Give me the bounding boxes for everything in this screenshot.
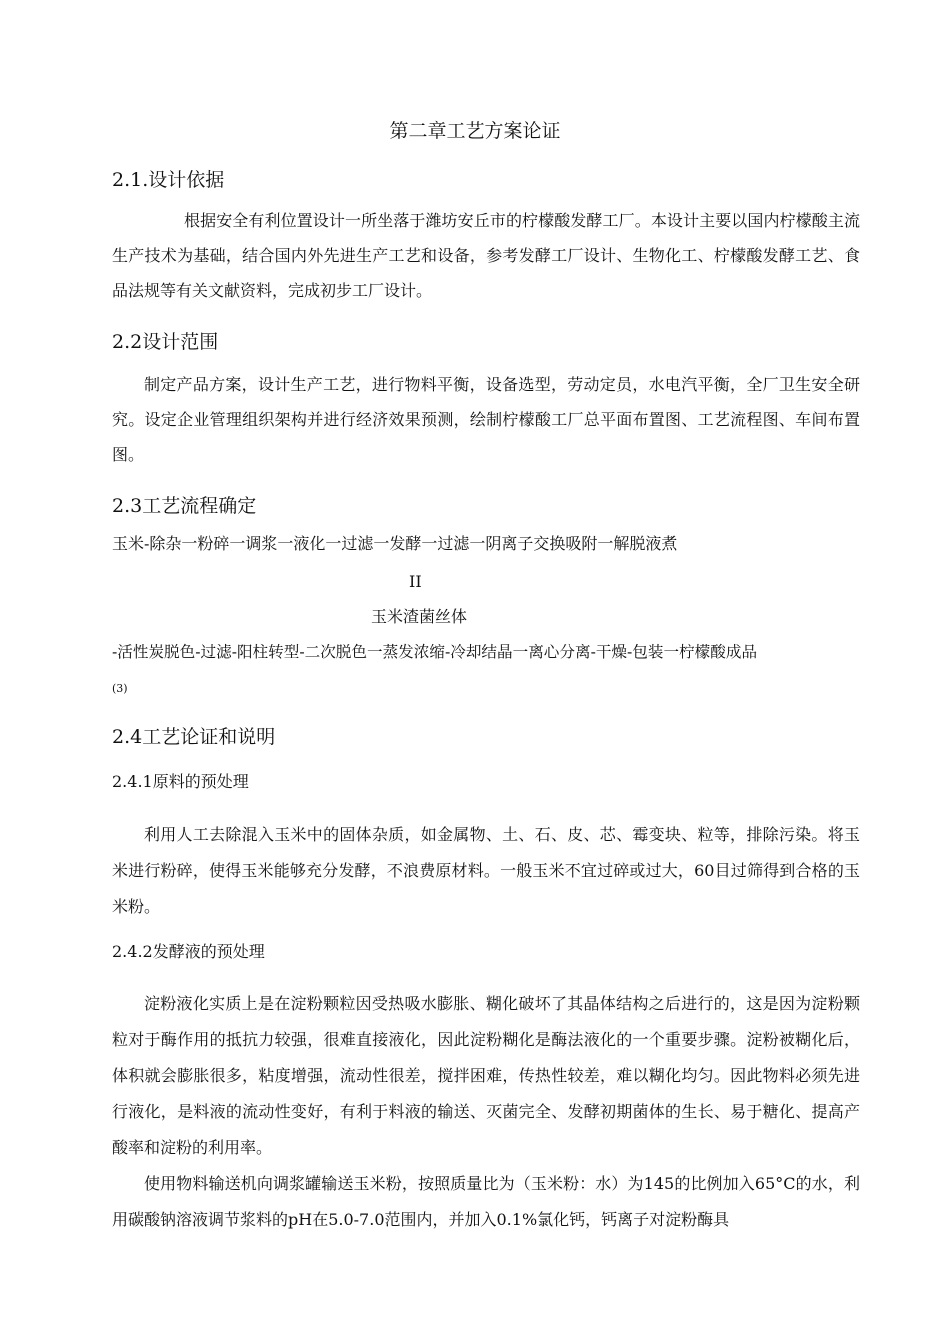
process-flow-line-2: -活性炭脱色-过滤-阳柱转型-二次脱色一蒸发浓缩-冷却结晶一离心分离-干燥-包装一柠檬酸成品 xyxy=(112,643,758,661)
citation-marker: (3) xyxy=(112,682,128,695)
section-heading-2-3: 2.3工艺流程确定 xyxy=(112,495,257,517)
process-flow-byproduct: 玉米渣菌丝体 xyxy=(371,607,468,626)
section-heading-2-1: 2.1.设计依据 xyxy=(112,169,225,191)
subsection-paragraph-2-4-2-b: 使用物料输送机向调浆罐输送玉米粉，按照质量比为（玉米粉：水）为145的比例加入65°C的水，利用碳酸钠溶液调节浆料的pH在5.0-7.0范围内，并加入0.1%氯化钙，钙离子对淀粉酶具 xyxy=(112,1174,860,1229)
process-flow-mark: II xyxy=(409,572,422,591)
section-paragraph-2-2: 制定产品方案，设计生产工艺，进行物料平衡，设备选型，劳动定员，水电汽平衡，全厂卫生安全研究。设定企业管理组织架构并进行经济效果预测，绘制柠檬酸工厂总平面布置图、工艺流程图、车间布置图。 xyxy=(112,375,860,464)
chapter-title: 第二章工艺方案论证 xyxy=(389,120,561,142)
section-heading-2-4: 2.4工艺论证和说明 xyxy=(112,726,276,748)
process-flow-line-1: 玉米-除杂一粉碎一调浆一液化一过滤一发酵一过滤一阴离子交换吸附一解脱液煮 xyxy=(112,534,678,553)
section-paragraph-2-1: 根据安全有利位置设计一所坐落于潍坊安丘市的柠檬酸发酵工厂。本设计主要以国内柠檬酸主流生产技术为基础，结合国内外先进生产工艺和设备，参考发酵工厂设计、生物化工、柠檬酸发酵工艺、食品法规等有关文献资料，完成初步工厂设计。 xyxy=(112,211,860,300)
subsection-paragraph-2-4-2-a: 淀粉液化实质上是在淀粉颗粒因受热吸水膨胀、糊化破坏了其晶体结构之后进行的，这是因为淀粉颗粒对于酶作用的抵抗力较强，很难直接液化，因此淀粉糊化是酶法液化的一个重要步骤。淀粉被糊化后，体积就会膨胀很多，粘度增强，流动性很差，搅拌困难，传热性较差，难以糊化均匀。因此物料必须先进行液化，是料液的流动性变好，有利于料液的输送、灭菌完全、发酵初期菌体的生长、易于糖化、提高产酸率和淀粉的利用率。 xyxy=(112,994,860,1157)
subsection-heading-2-4-1: 2.4.1原料的预处理 xyxy=(112,772,249,791)
subsection-heading-2-4-2: 2.4.2发酵液的预处理 xyxy=(112,942,265,961)
section-heading-2-2: 2.2设计范围 xyxy=(112,331,219,353)
subsection-paragraph-2-4-1: 利用人工去除混入玉米中的固体杂质，如金属物、土、石、皮、芯、霉变块、粒等，排除污染。将玉米进行粉碎，使得玉米能够充分发酵，不浪费原材料。一般玉米不宜过碎或过大，60目过筛得到合格的玉米粉。 xyxy=(112,825,860,916)
